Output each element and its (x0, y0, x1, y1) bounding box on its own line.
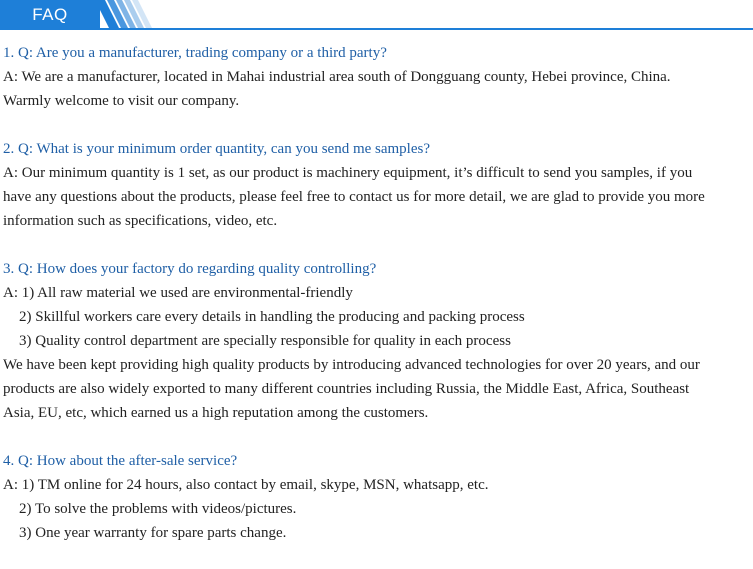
question-3: 3. Q: How does your factory do regarding quality controlling? (3, 261, 377, 277)
answer-1-line-1: A: We are a manufacturer, located in Mahai industrial area south of Dongguang county, Hebei province, China. (3, 69, 671, 85)
faq-item-4 (3, 449, 753, 545)
faq-item-3 (3, 257, 753, 425)
answer-4-item-3: 3) One year warranty for spare parts change. (19, 525, 287, 541)
answer-2-line-2: have any questions about the products, please feel free to contact us for more detail, we are glad to provide you more (3, 189, 705, 205)
answer-1-line-2: Warmly welcome to visit our company. (3, 93, 240, 109)
question-4: 4. Q: How about the after-sale service? (3, 453, 238, 469)
faq-item-1 (3, 41, 753, 113)
answer-4-item-2: 2) To solve the problems with videos/pictures. (19, 501, 297, 517)
answer-3-tail-1: We have been kept providing high quality products by introducing advanced technologies for over 20 years, and our (3, 357, 700, 373)
faq-tab-label: FAQ (32, 5, 68, 24)
answer-2-line-1: A: Our minimum quantity is 1 set, as our product is machinery equipment, it’s difficult to send you samples, if you (3, 165, 693, 181)
header-underline (0, 28, 753, 30)
question-2: 2. Q: What is your minimum order quantity, can you send me samples? (3, 141, 431, 157)
answer-3-item-2: 2) Skillful workers care every details in handling the producing and packing process (19, 309, 525, 325)
answer-3-first: A: 1) All raw material we used are environmental-friendly (3, 285, 353, 301)
faq-item-2 (3, 137, 753, 233)
answer-4-first: A: 1) TM online for 24 hours, also contact by email, skype, MSN, whatsapp, etc. (3, 477, 489, 493)
faq-header (0, 0, 753, 30)
answer-2-line-3: information such as specifications, video, etc. (3, 213, 278, 229)
faq-content (3, 41, 753, 569)
answer-3-item-3: 3) Quality control department are specially responsible for quality in each process (19, 333, 511, 349)
answer-3-tail-2: products are also widely exported to many different countries including Russia, the Middle East, Africa, Southeast (3, 381, 690, 397)
answer-3-tail-3: Asia, EU, etc, which earned us a high reputation among the customers. (3, 405, 429, 421)
faq-tab (0, 0, 100, 28)
question-1: 1. Q: Are you a manufacturer, trading company or a third party? (3, 45, 387, 61)
decorative-stripes-icon (95, 0, 165, 28)
